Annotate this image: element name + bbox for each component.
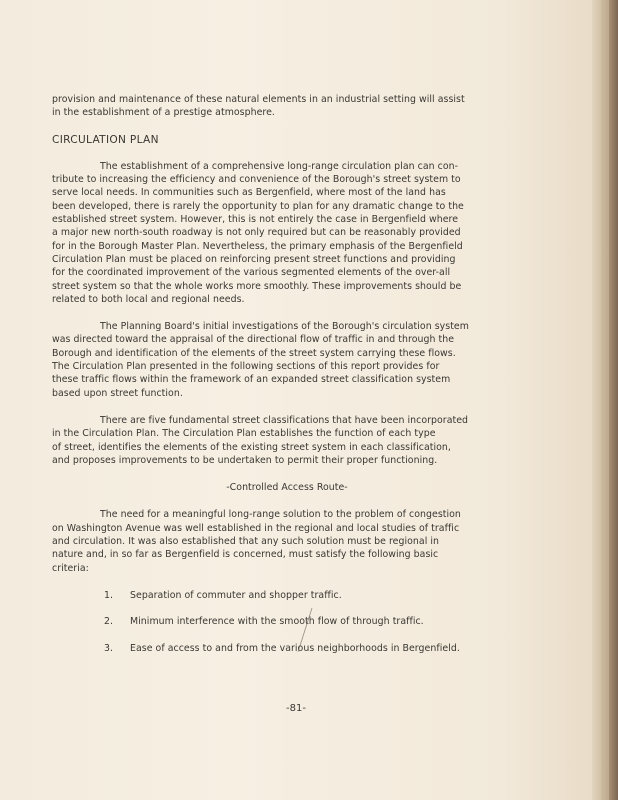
- paragraph-line: The Planning Board's initial investigations of the Borough's circulation system: [100, 321, 469, 333]
- intro-line: in the establishment of a prestige atmosphere.: [52, 107, 275, 119]
- paragraph-line: There are five fundamental street classifications that have been incorporated: [100, 414, 469, 426]
- paragraph-line: related to both local and regional needs.: [52, 293, 245, 305]
- pencil-mark: [294, 606, 316, 654]
- paragraph-classifications: [52, 414, 522, 467]
- paragraph-line: for the coordinated improvement of the various segmented elements of the over-all: [52, 267, 451, 279]
- paragraph-line: was directed toward the appraisal of the directional flow of traffic in and through the: [52, 334, 455, 346]
- paragraph-line: The Circulation Plan presented in the following sections of this report provides for: [52, 361, 440, 373]
- paragraph-line: of street, identifies the elements of the existing street system in each classification,: [52, 441, 451, 453]
- paragraph-line: Borough and identification of the elements of the street system carrying these flows.: [52, 347, 456, 359]
- page-edge: [592, 0, 601, 800]
- list-number: 3.: [104, 642, 114, 654]
- list-number: 2.: [104, 616, 114, 628]
- list-text: Ease of access to and from the various neighborhoods in Bergenfield.: [130, 642, 460, 654]
- list-item: [52, 642, 522, 655]
- paragraph-line: serve local needs. In communities such as Bergenfield, where most of the land has: [52, 187, 446, 199]
- list-item: [52, 615, 522, 628]
- list-item: [52, 589, 522, 602]
- paragraph-line: tribute to increasing the efficiency and convenience of the Borough's street system to: [52, 174, 461, 186]
- paragraph-establishment: [52, 160, 522, 306]
- paragraph-investigations: [52, 320, 522, 400]
- subheading: -Controlled Access Route-: [226, 482, 348, 494]
- paragraph-line: and proposes improvements to be undertaken to permit their proper functioning.: [52, 454, 438, 466]
- paragraph-line: and circulation. It was also established that any such solution must be regional in: [52, 536, 440, 548]
- intro-line: provision and maintenance of these natural elements in an industrial setting will assist: [52, 94, 465, 105]
- paragraph-line: The establishment of a comprehensive long-range circulation plan can con-: [100, 160, 459, 172]
- list-text: Minimum interference with the smooth flow of through traffic.: [130, 616, 424, 628]
- list-text: Separation of commuter and shopper traffic.: [130, 589, 342, 601]
- paragraph-line: established street system. However, this is not entirely the case in Bergenfield where: [52, 214, 459, 226]
- paragraph-line: Circulation Plan must be placed on reinforcing present street functions and providing: [52, 253, 456, 265]
- page-number: -81-: [286, 703, 306, 714]
- paragraph-line: based upon street function.: [52, 387, 183, 399]
- page-body: [52, 93, 522, 655]
- section-heading: CIRCULATION PLAN: [52, 133, 159, 146]
- paragraph-line: in the Circulation Plan. The Circulation Plan establishes the function of each type: [52, 428, 436, 440]
- page-edge: [601, 0, 609, 800]
- paragraph-controlled-access: [52, 508, 522, 574]
- paragraph-line: on Washington Avenue was well established in the regional and local studies of traffic: [52, 522, 460, 534]
- paragraph-line: street system so that the whole works more smoothly. These improvements should be: [52, 280, 462, 292]
- page-edge: [609, 0, 618, 800]
- paragraph-line: for in the Borough Master Plan. Nevertheless, the primary emphasis of the Bergenfield: [52, 240, 463, 252]
- list-number: 1.: [104, 589, 114, 601]
- paragraph-line: a major new north-south roadway is not only required but can be reasonably provided: [52, 227, 461, 239]
- criteria-list: [52, 589, 522, 655]
- paragraph-line: these traffic flows within the framework of an expanded street classification system: [52, 374, 451, 386]
- paragraph-line: The need for a meaningful long-range solution to the problem of congestion: [100, 509, 461, 521]
- paragraph-line: nature and, in so far as Bergenfield is concerned, must satisfy the following basic: [52, 549, 439, 561]
- paragraph-line: criteria:: [52, 562, 89, 574]
- paragraph-line: been developed, there is rarely the opportunity to plan for any dramatic change to the: [52, 200, 464, 212]
